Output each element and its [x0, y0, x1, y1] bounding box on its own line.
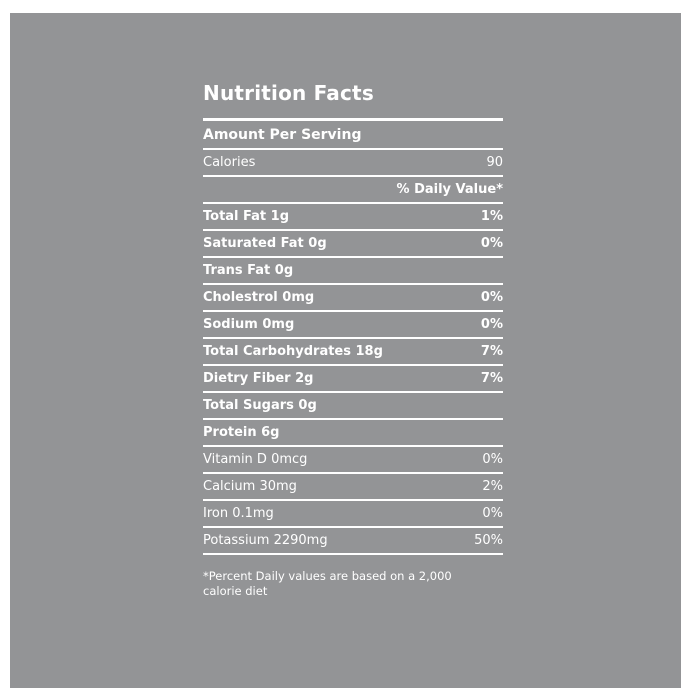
label-background: [10, 13, 681, 688]
nutrient-value: 7%: [480, 344, 503, 359]
nutrient-name: Saturated Fat 0g: [203, 236, 327, 251]
nutrient-name: Total Sugars 0g: [203, 398, 317, 413]
nutrient-name: Sodium 0mg: [203, 317, 295, 332]
nutrient-row: [203, 258, 503, 285]
nutrient-row: [203, 231, 503, 258]
nutrient-value: 7%: [480, 371, 503, 386]
nutrient-row: [203, 420, 503, 447]
nutrient-value: 2%: [482, 479, 503, 494]
nutrient-row: [203, 366, 503, 393]
nutrient-value: 0%: [480, 317, 503, 332]
nutrient-name: Potassium 2290mg: [203, 533, 328, 548]
nutrient-name: Cholestrol 0mg: [203, 290, 315, 305]
nutrient-name: Protein 6g: [203, 425, 280, 440]
calories-label: Calories: [203, 155, 256, 170]
nutrient-name: Calcium 30mg: [203, 479, 297, 494]
nutrient-value: 50%: [474, 533, 503, 548]
nutrient-row: [203, 204, 503, 231]
nutrient-value: 0%: [482, 506, 503, 521]
nutrient-value: 0%: [480, 236, 503, 251]
nutrient-name: Vitamin D 0mcg: [203, 452, 308, 467]
daily-value-header: % Daily Value*: [396, 182, 503, 197]
nutrient-row: [203, 447, 503, 474]
nutrient-row: [203, 501, 503, 528]
nutrient-row: [203, 312, 503, 339]
nutrient-value: 1%: [480, 209, 503, 224]
calories-value: 90: [486, 155, 503, 170]
nutrient-name: Trans Fat 0g: [203, 263, 294, 278]
nutrient-name: Total Fat 1g: [203, 209, 290, 224]
nutrient-name: Total Carbohydrates 18g: [203, 344, 383, 359]
nutrition-facts-title: Nutrition Facts: [203, 81, 374, 105]
nutrition-facts-panel: [203, 80, 503, 599]
amount-per-serving-row: [203, 121, 503, 150]
nutrient-row: [203, 528, 503, 555]
nutrient-value: 0%: [482, 452, 503, 467]
daily-value-footnote: *Percent Daily values are based on a 2,000 calorie diet: [203, 569, 452, 598]
amount-per-serving-label: Amount Per Serving: [203, 126, 362, 143]
nutrient-row: [203, 474, 503, 501]
nutrient-row: [203, 393, 503, 420]
nutrient-row: [203, 285, 503, 312]
nutrient-row: [203, 339, 503, 366]
daily-value-header-row: [203, 177, 503, 204]
calories-row: [203, 150, 503, 177]
nutrient-value: 0%: [480, 290, 503, 305]
nutrient-name: Iron 0.1mg: [203, 506, 274, 521]
nutrient-name: Dietry Fiber 2g: [203, 371, 314, 386]
